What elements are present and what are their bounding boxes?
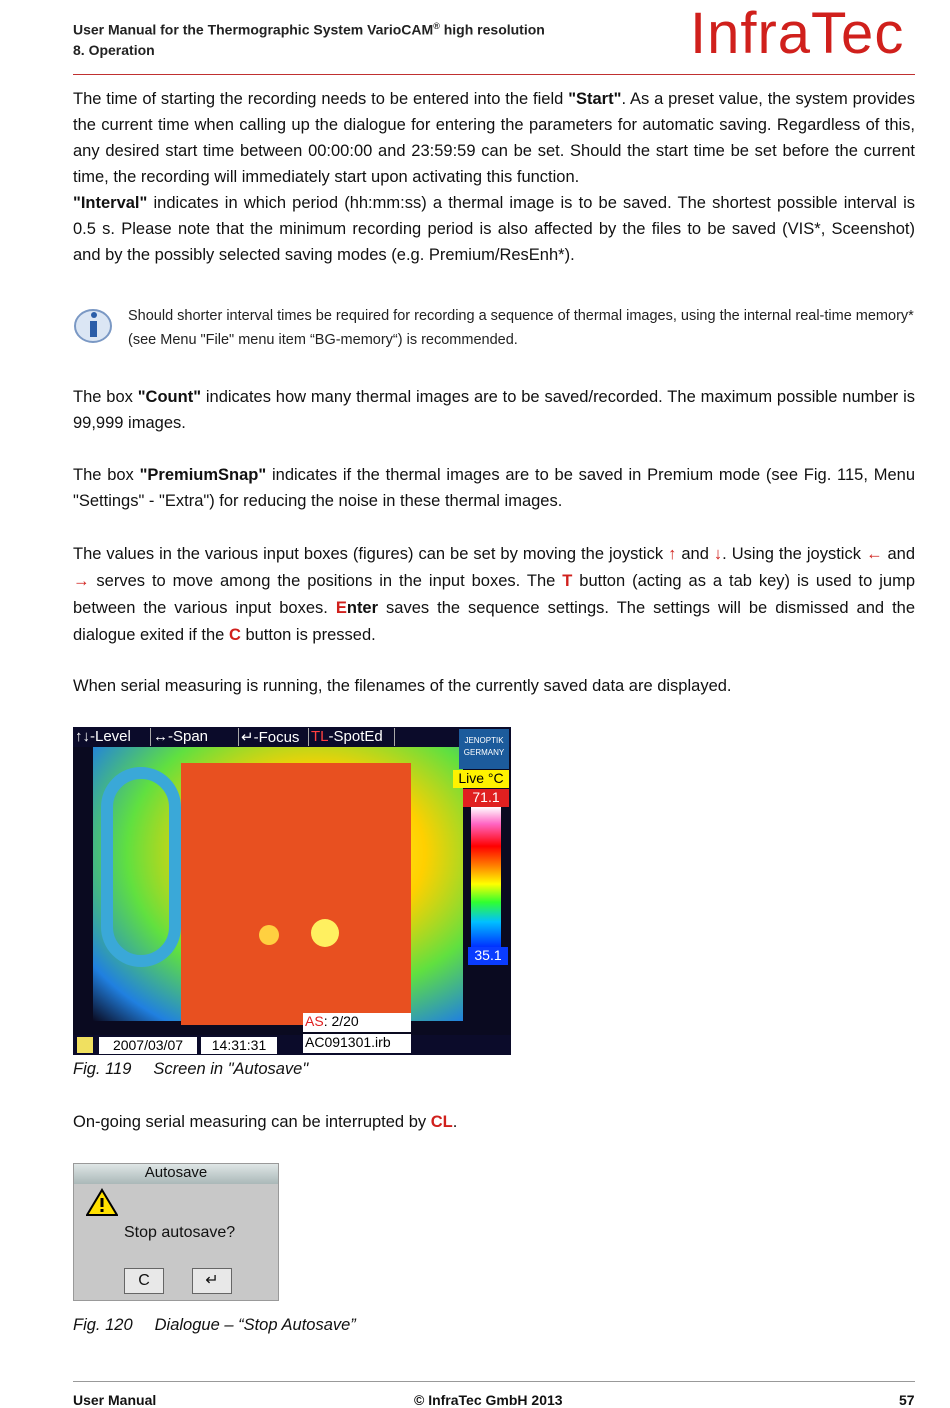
arrow-left-icon: ←: [865, 545, 883, 563]
cancel-button[interactable]: C: [124, 1268, 164, 1294]
dialog-title: Autosave: [74, 1164, 278, 1184]
figure-caption-120: Fig. 120 Dialogue – “Stop Autosave”: [73, 1316, 356, 1334]
thermal-cable: [101, 767, 181, 967]
screen-tab-focus: ↵-Focus: [239, 728, 309, 746]
screen-time: 14:31:31: [201, 1037, 277, 1054]
header-chapter: 8. Operation: [73, 42, 155, 58]
header-rule: [73, 74, 915, 75]
autosave-count: AS: 2/20: [303, 1013, 411, 1032]
arrow-right-icon: →: [73, 572, 90, 590]
footer-rule: [73, 1381, 915, 1382]
paragraph-premiumsnap: The box "PremiumSnap" indicates if the thermal images are to be saved in Premium mode (see Fig. 115, Menu "Settings" - "Extra") for reducing the noise in these thermal images.: [73, 466, 915, 510]
screen-tab-level: ↑↓-Level: [73, 728, 151, 746]
scale-min: 35.1: [468, 947, 508, 965]
footer-left: User Manual: [73, 1392, 157, 1408]
hotspot: [259, 925, 279, 945]
dialog-message: Stop autosave?: [124, 1224, 236, 1241]
header-title: User Manual for the Thermographic System VarioCAM® high resolution: [73, 21, 545, 38]
paragraph-count: The box "Count" indicates how many thermal images are to be saved/recorded. The maximum possible number is 99,999 images.: [73, 388, 915, 432]
storage-icon: [77, 1037, 93, 1053]
hotspot: [311, 919, 339, 947]
live-label: Live °C: [453, 770, 509, 788]
paragraph-start: The time of starting the recording needs to be entered into the field "Start". As a preset value, the system provides the current time when calling up the dialogue for entering the parameters for automatic saving. Regardless of this, any desired start time between 00:00:00 and 23:59:59 can be set. Should the start time be set before the current time, the recording will immediately start upon activating this function. "Interval" indicates in which period (hh:mm:ss) a thermal image is to be saved. The shortest possible interval is 0.5 s. Please note that the minimum recording period is also affected by the files to be saved (VIS*, Sceenshot) and by the possibly selected saving modes (e.g. Premium/ResEnh*).: [73, 90, 915, 264]
paragraph-serial: When serial measuring is running, the filenames of the currently saved data are displayed.: [73, 677, 732, 695]
info-note: Should shorter interval times be required for recording a sequence of thermal images, using the internal real-time memory* (see Menu "File" menu item “BG-memory“) is recommended.: [128, 308, 914, 348]
screen-date: 2007/03/07: [99, 1037, 197, 1054]
paragraph-joystick: The values in the various input boxes (figures) can be set by moving the joystick ↑ and ↓. Using the joystick ← and → serves to move among the positions in the input boxes. The T button (acting as a tab key) is used to jump between the various input boxes. Enter saves the sequence settings. The settings will be dismissed and the dialogue exited if the C button is pressed.: [73, 545, 916, 644]
info-icon: [73, 305, 113, 345]
scale-max: 71.1: [463, 789, 509, 807]
screen-tab-spoted: TL-SpotEd: [309, 728, 395, 746]
jenoptik-logo: JENOPTIK GERMANY: [459, 729, 509, 769]
arrow-down-icon: ↓: [713, 545, 723, 563]
thermal-board: [181, 763, 411, 1025]
paragraph-interrupt: On-going serial measuring can be interrupted by CL.: [73, 1113, 458, 1131]
footer-copyright: © InfraTec GmbH 2013: [414, 1392, 563, 1408]
autosave-screenshot: [73, 727, 511, 1055]
arrow-up-icon: ↑: [668, 545, 677, 563]
infratec-logo: InfraTec: [690, 1, 905, 66]
confirm-button[interactable]: ↵: [192, 1268, 232, 1294]
figure-caption-119: Fig. 119 Screen in "Autosave": [73, 1060, 309, 1078]
page-number: 57: [899, 1392, 915, 1408]
autosave-filename: AC091301.irb: [303, 1034, 411, 1053]
stop-autosave-dialog: [73, 1163, 279, 1301]
warning-icon: [86, 1188, 118, 1216]
color-scale: [471, 807, 501, 947]
screen-tab-span: ↔-Span: [151, 728, 239, 746]
